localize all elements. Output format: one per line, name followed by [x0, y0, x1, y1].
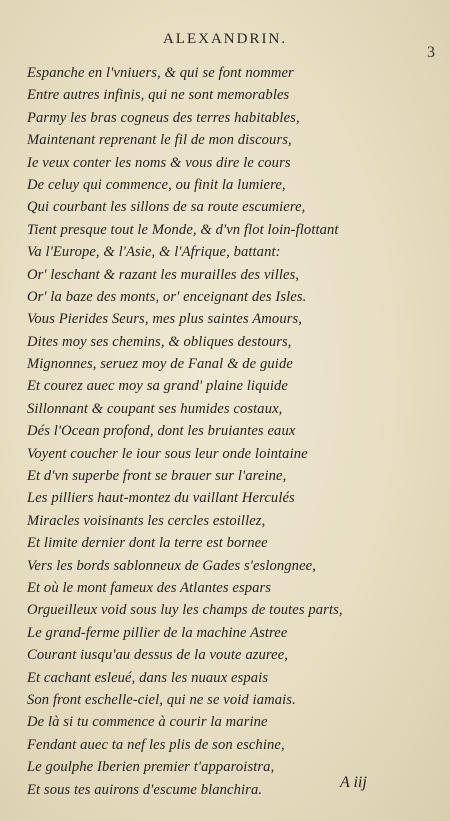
- verse-line: Et limite dernier dont la terre est bornee: [27, 535, 268, 552]
- verse-line: Fendant auec ta nef les plis de son eschine,: [27, 736, 285, 753]
- verse-line: De celuy qui commence, ou finit la lumiere,: [27, 176, 286, 193]
- verse-line: Parmy les bras cogneus des terres habitables,: [27, 109, 300, 126]
- running-head: ALEXANDRIN.: [162, 31, 288, 47]
- verse-line: Orgueilleux void sous luy les champs de toutes parts,: [27, 602, 343, 619]
- verse-line: Miracles voisinants les cercles estoillez,: [27, 512, 266, 529]
- verse-line: Et cachant esleué, dans les nuaux espais: [27, 669, 269, 686]
- page-number: 3: [427, 44, 435, 61]
- verse-line: Maintenant reprenant le fil de mon discours,: [27, 132, 292, 149]
- verse-line: Ie veux conter les noms & vous dire le cours: [27, 154, 291, 171]
- verse-line: Vous Pierides Seurs, mes plus saintes Amours,: [27, 311, 303, 328]
- verse-line: Les pilliers haut-montez du vaillant Herculés: [27, 490, 295, 507]
- verse-line: Son front eschelle-ciel, qui ne se void iamais.: [27, 691, 296, 708]
- verse-line: Or' la baze des monts, or' enceignant des Isles.: [27, 288, 307, 305]
- verse-line: Dites moy ses chemins, & obliques destours,: [27, 333, 292, 350]
- verse-line: Et d'vn superbe front se brauer sur l'areine,: [27, 468, 287, 485]
- verse-line: Entre autres infinis, qui ne sont memorables: [27, 87, 290, 104]
- verse-line: Vers les bords sablonneux de Gades s'eslongnee,: [27, 557, 316, 574]
- verse-line: Espanche en l'vniuers, & qui se font nommer: [27, 65, 294, 81]
- verse-line: Courant iusqu'au dessus de la voute azuree,: [27, 647, 289, 664]
- signature-mark: A iij: [340, 774, 367, 791]
- verse-line: Et où le mont fameux des Atlantes espars: [27, 579, 272, 596]
- verse-line: Et courez auec moy sa grand' plaine liquide: [27, 378, 289, 395]
- verse-line: Le grand-ferme pillier de la machine Astree: [27, 624, 288, 641]
- verse-line: Et sous tes auirons d'escume blanchira.: [27, 781, 263, 798]
- verse-line: Va l'Europe, & l'Asie, & l'Afrique, battant:: [27, 244, 281, 261]
- verse-line: Sillonnant & coupant ses humides costaux,: [27, 400, 283, 417]
- verse-block: [27, 62, 442, 801]
- verse-line: Mignonnes, seruez moy de Fanal & de guide: [27, 356, 293, 373]
- verse-line: Or' leschant & razant les murailles des villes,: [27, 266, 300, 283]
- verse-line: Voyent coucher le iour sous leur onde lointaine: [27, 445, 308, 462]
- verse-line: Tient presque tout le Monde, & d'vn flot loin-flottant: [27, 221, 339, 238]
- verse-line: Dés l'Ocean profond, dont les bruiantes eaux: [27, 423, 296, 440]
- verse-line: Le goulphe Iberien premier t'apparoistra,: [27, 759, 275, 776]
- verse-line: Qui courbant les sillons de sa route escumiere,: [27, 199, 306, 216]
- verse-line: De là si tu commence à courir la marine: [27, 714, 268, 731]
